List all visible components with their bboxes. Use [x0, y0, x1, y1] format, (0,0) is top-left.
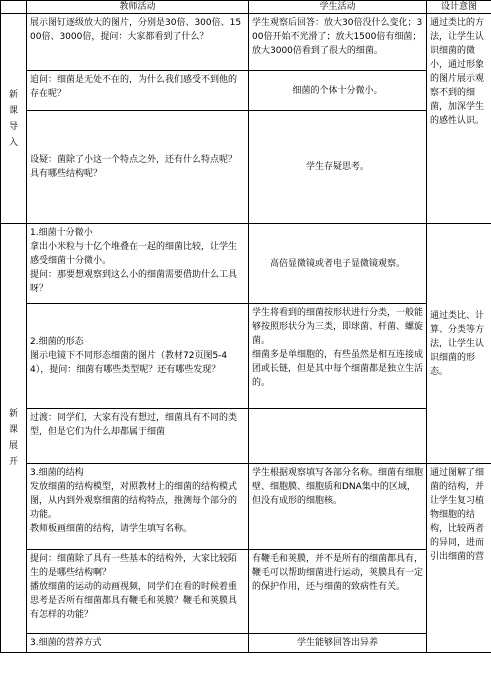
teacher-cell: 提问：细菌除了具有一些基本的结构外，大家比较陌生的是哪些结构啊？ 播放细菌的运动的动画视频，同学们在看的时候着重思考是否所有细菌都具有鞭毛和荚膜？鞭毛和荚膜具有怎样的功能？	[27, 550, 249, 634]
header-row	[1, 1, 491, 14]
header-student: 学生活动	[249, 1, 427, 14]
header-teacher: 教师活动	[27, 1, 249, 14]
header-design: 设计意图	[427, 1, 491, 14]
table-row	[1, 71, 491, 111]
table-row	[1, 464, 491, 550]
student-cell: 细菌的个体十分微小。	[249, 71, 427, 111]
student-cell: 学生能够回答出异养	[249, 634, 427, 653]
teacher-cell: 追问：细菌是无处不在的，为什么我们感受不到他的存在呢？	[27, 71, 249, 111]
student-cell: 高倍显微镜或者电子显微镜观察。	[249, 224, 427, 304]
student-cell: 有鞭毛和荚膜，并不是所有的细菌都具有，鞭毛可以帮助细菌进行运动，荚膜具有一定的保护作用，还与细菌的致病性有关。	[249, 550, 427, 634]
teacher-cell: 设疑：菌除了小这一个特点之外，还有什么特点呢？具有哪些结构呢？	[27, 111, 249, 224]
design-cell: 通过类比的方法，让学生认识细菌的微小，通过形象的图片展示观察不到的细菌，加深学生的感性认识。	[427, 14, 491, 224]
design-cell: 通过类比、计算、分类等方法，让学生认识细菌的形态。	[427, 224, 491, 464]
design-cell: 通过图解了细菌的结构，并让学生复习植物细胞的结构，比较两者的异同，进而引出细菌的营	[427, 464, 491, 653]
student-cell: 学生根据观察填写各部分名称。细菌有细胞壁、细胞膜、细胞质和DNA集中的区域，但没有成形的细胞核。	[249, 464, 427, 550]
teacher-cell: 1.细菌十分微小 拿出小米粒与十亿个堆叠在一起的细菌比较，让学生感受细菌十分微小。 提问：那要想观察到这么小的细菌需要借助什么工具呀？	[27, 224, 249, 304]
student-cell: 学生观察后回答：放大30倍没什么变化；300倍开始不光滑了；放大1500倍有细菌；放大3000倍看到了很大的细菌。	[249, 14, 427, 71]
table-row	[1, 111, 491, 224]
section-label-intro: 新课导入	[1, 14, 27, 224]
table-row	[1, 634, 491, 653]
table-row	[1, 14, 491, 71]
table-row	[1, 409, 491, 464]
header-blank	[1, 1, 27, 14]
teacher-cell: 3.细菌的结构 发放细菌的结构模型，对照教材上的细菌的结构模式图，从内到外观察细菌的结构特点，推测每个部分的功能。 教师板画细菌的结构，请学生填写名称。	[27, 464, 249, 550]
teacher-cell: 3.细菌的营养方式	[27, 634, 249, 653]
table-row	[1, 224, 491, 304]
table-row	[1, 550, 491, 634]
section-label-develop: 新课展开	[1, 224, 27, 653]
teacher-cell: 展示图钉逐级放大的图片，分别是30倍、300倍、1500倍、3000倍，提问：大家都看到了什么？	[27, 14, 249, 71]
student-cell	[249, 409, 427, 464]
student-cell: 学生将看到的细菌按形状进行分类，一般能够按照形状分为三类，即球菌、杆菌、螺旋菌。 细菌多是单细胞的，有些虽然是相互连接成团或长链，但是其中每个细菌都是独立生活的。	[249, 304, 427, 409]
teacher-cell: 2.细菌的形态 图示电镜下不同形态细菌的图片（教材72页图5-44），提问：细菌有哪些类型呢？还有哪些发现？	[27, 304, 249, 409]
table-row	[1, 304, 491, 409]
teacher-cell: 过渡：同学们，大家有没有想过，细菌具有不同的类型，但是它们为什么却都属于细菌	[27, 409, 249, 464]
student-cell: 学生存疑思考。	[249, 111, 427, 224]
